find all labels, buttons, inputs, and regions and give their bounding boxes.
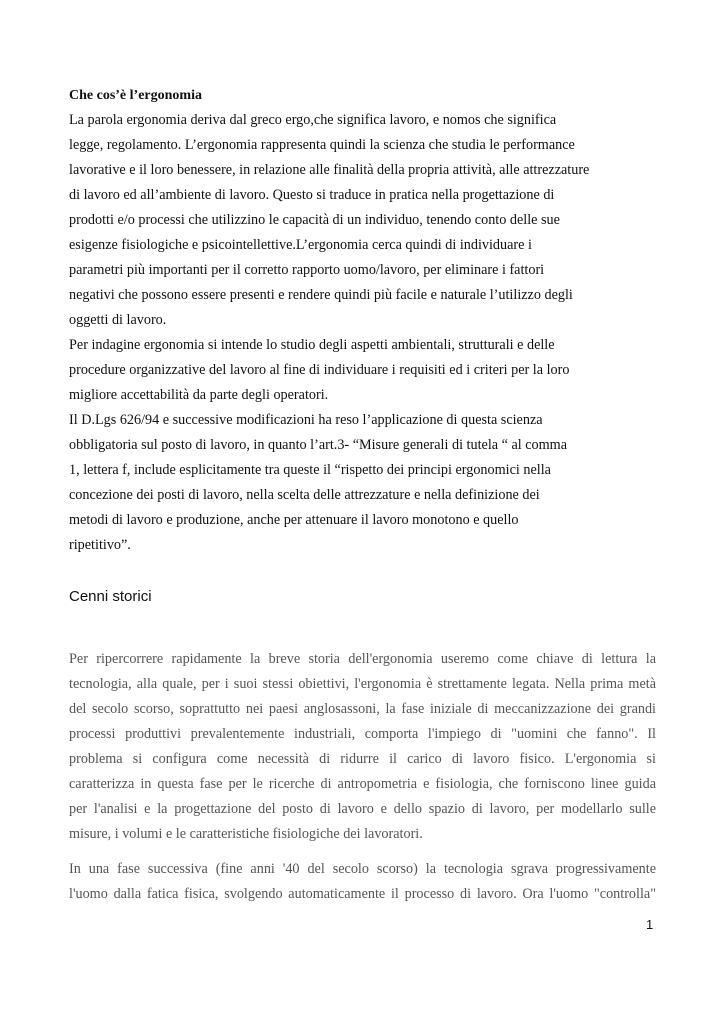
- section-heading-cenni-storici: Cenni storici: [69, 588, 152, 605]
- text-line: misure, i volumi e le caratteristiche fisiologiche dei lavoratori.: [69, 826, 423, 842]
- text-line: prodotti e/o processi che utilizzino le capacità di un individuo, tenendo conto delle sue: [69, 212, 560, 228]
- text-line: negativi che possono essere presenti e rendere quindi più facile e naturale l’utilizzo degli: [69, 287, 573, 303]
- text-line: migliore accettabilità da parte degli operatori.: [69, 387, 329, 403]
- section-ergonomia: [69, 83, 669, 558]
- section-heading-ergonomia: Che cos’è l’ergonomia: [69, 88, 202, 103]
- text-line: esigenze fisiologiche e psicointellettive.L’ergonomia cerca quindi di individuare i: [69, 237, 532, 253]
- text-line: tecnologia, alla quale, per i suoi stessi obiettivi, l'ergonomia è strettamente legata. Nella prima metà: [69, 676, 656, 692]
- text-line: obbligatoria sul posto di lavoro, in quanto l’art.3- “Misure generali di tutela “ al comma: [69, 437, 568, 453]
- paragraph: [69, 857, 656, 907]
- text-line: Il D.Lgs 626/94 e successive modificazioni ha reso l’applicazione di questa scienza: [69, 412, 543, 428]
- text-line: problema si configura come necessità di ridurre il carico di lavoro fisico. L'ergonomia si: [69, 751, 656, 767]
- section-cenni-storici: [69, 647, 656, 907]
- text-line: lavorative e il loro benessere, in relazione alle finalità della propria attività, alle attrezzature: [69, 162, 590, 178]
- text-line: Per indagine ergonomia si intende lo studio degli aspetti ambientali, strutturali e delle: [69, 337, 555, 353]
- text-line: In una fase successiva (fine anni '40 del secolo scorso) la tecnologia sgrava progressivamente: [69, 861, 656, 877]
- text-line: 1, lettera f, include esplicitamente tra queste il “rispetto dei principi ergonomici nella: [69, 462, 551, 478]
- text-line: oggetti di lavoro.: [69, 312, 167, 328]
- text-line: di lavoro ed all’ambiente di lavoro. Questo si traduce in pratica nella progettazione di: [69, 187, 555, 203]
- text-line: procedure organizzative del lavoro al fine di individuare i requisiti ed i criteri per la loro: [69, 362, 570, 378]
- text-line: l'uomo dalla fatica fisica, svolgendo automaticamente il processo di lavoro. Ora l'uomo "controlla": [69, 886, 656, 902]
- text-line: La parola ergonomia deriva dal greco ergo,che significa lavoro, e nomos che significa: [69, 112, 557, 128]
- text-line: processi produttivi prevalentemente industriali, comporta l'impiego di "uomini che fanno". Il: [69, 726, 656, 742]
- text-line: caratterizza in questa fase per le ricerche di antropometria e fisiologia, che forniscono linee guida: [69, 776, 656, 792]
- text-line: ripetitivo”.: [69, 537, 131, 553]
- text-line: metodi di lavoro e produzione, anche per attenuare il lavoro monotono e quello: [69, 512, 519, 528]
- text-line: parametri più importanti per il corretto rapporto uomo/lavoro, per eliminare i fattori: [69, 262, 545, 278]
- paragraph: [69, 647, 656, 847]
- text-line: concezione dei posti di lavoro, nella scelta delle attrezzature e nella definizione dei: [69, 487, 540, 503]
- page-number: 1: [646, 917, 654, 932]
- text-line: legge, regolamento. L’ergonomia rappresenta quindi la scienza che studia le performance: [69, 137, 575, 153]
- text-line: Per ripercorrere rapidamente la breve storia dell'ergonomia useremo come chiave di lettura la: [69, 651, 656, 667]
- text-line: per l'analisi e la progettazione del posto di lavoro e dello spazio di lavoro, per modellarlo sulle: [69, 801, 656, 817]
- text-line: del secolo scorso, soprattutto nei paesi anglosassoni, la fase iniziale di meccanizzazione dei grandi: [69, 701, 656, 717]
